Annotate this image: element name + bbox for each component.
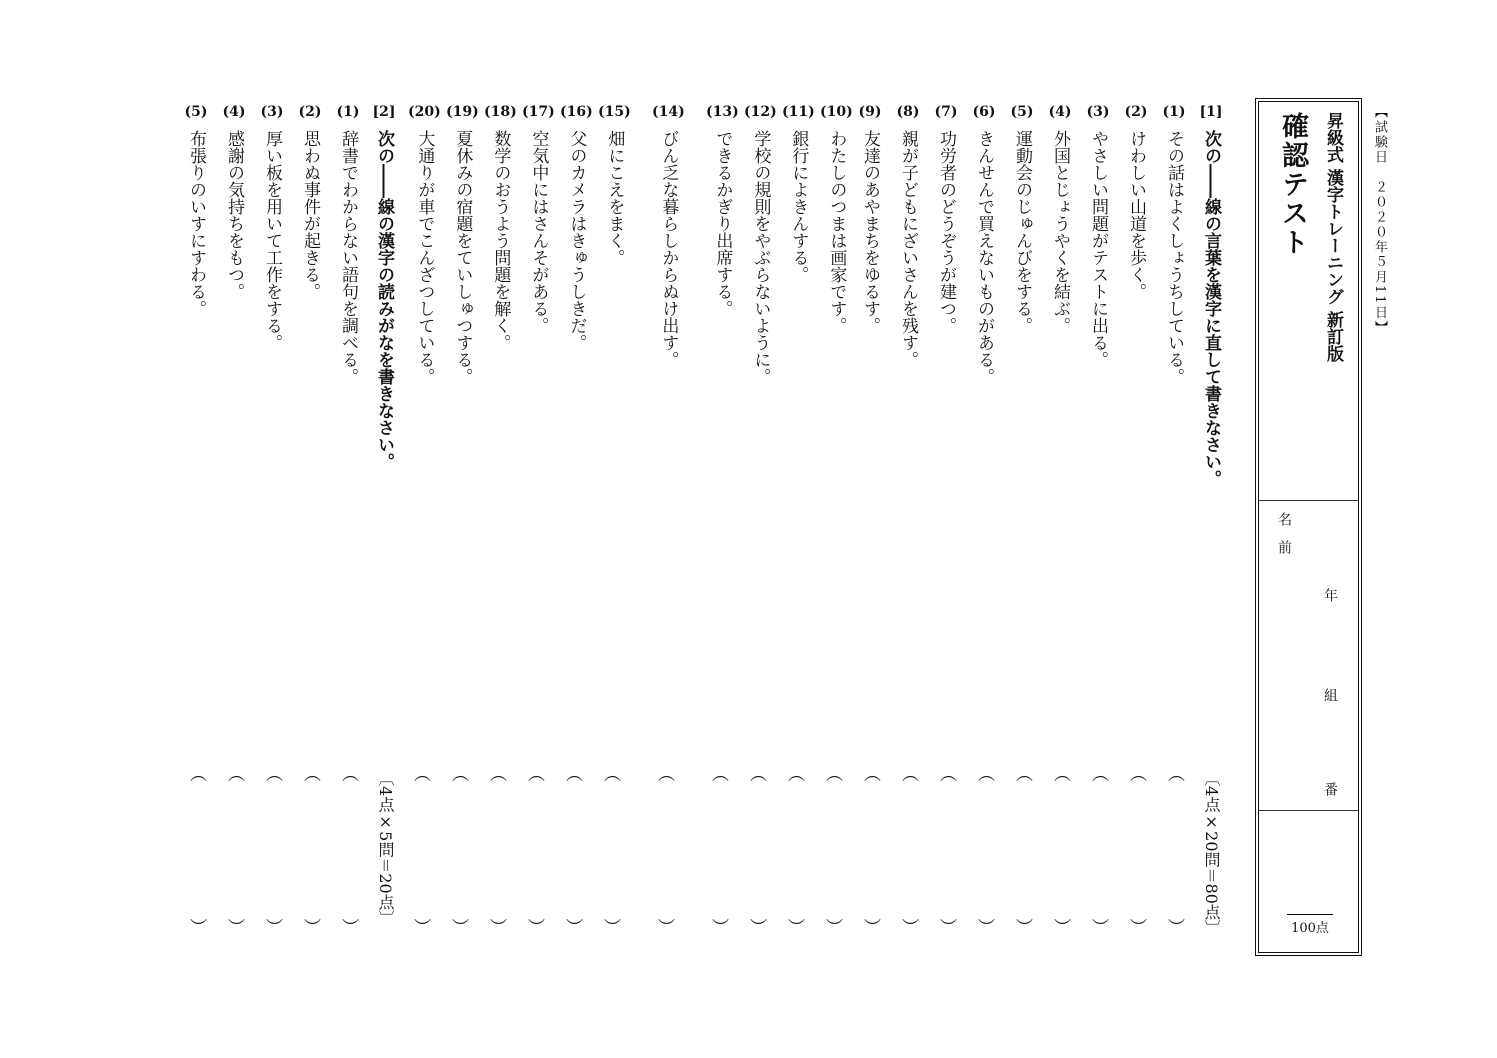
question-item [484,104,517,351]
question-item [598,104,631,266]
name-label: 名 [1276,512,1292,526]
question-item [706,104,739,317]
question-item [820,104,853,334]
question-number: (3) [1086,104,1110,120]
year-label: 年 [1322,588,1338,602]
answer-blank[interactable]: （ ） [860,765,880,935]
question-text: 運動会のじゅんびをする。 [1012,130,1032,334]
question-text: けわしい山道を歩く。 [1126,130,1146,300]
answer-blank[interactable]: （ ） [224,765,244,935]
answer-blank[interactable]: （ ） [1126,765,1146,935]
question-item [222,104,247,300]
question-text: びん乏な暮らしからぬけ出す。 [658,130,679,368]
question-item [1010,104,1035,334]
question-item [1162,104,1187,385]
question-text: 厚い板を用いて工作をする。 [262,130,282,351]
question-number: (7) [934,104,958,120]
question-item [744,104,777,385]
divider [1259,810,1358,811]
question-text: 銀行によきんする。 [788,130,809,283]
section1-points: 〔4点×20問＝80点〕 [1202,770,1221,936]
question-item [896,104,921,368]
question-text: 学校の規則をやぶらないように。 [750,130,771,385]
section-number: [2] [372,104,396,120]
page-title: 確認テスト [1277,112,1308,257]
question-number: (14) [652,104,685,120]
question-text: わたしのつまは画家です。 [826,130,847,334]
question-item [1124,104,1149,300]
answer-blank[interactable]: （ ） [600,765,620,935]
question-item [298,104,323,300]
answer-blank[interactable]: （ ） [338,765,358,935]
instruction-text: 次の――線の漢字の読みがなを書きなさい。 [374,130,394,470]
answer-blank[interactable]: （ ） [898,765,918,935]
question-text: 夏休みの宿題をていしゅつする。 [452,130,473,385]
question-number: (12) [744,104,777,120]
answer-blank[interactable]: （ ） [1012,765,1032,935]
question-number: (10) [820,104,853,120]
answer-blank[interactable]: （ ） [262,765,282,935]
answer-blank[interactable]: （ ） [486,765,506,935]
question-number: (17) [522,104,555,120]
question-item [560,104,593,351]
question-text: 畑にこえをまく。 [604,130,625,266]
question-number: (20) [408,104,441,120]
answer-blank[interactable]: （ ） [448,765,468,935]
question-number: (1) [336,104,360,120]
question-number: (15) [598,104,631,120]
question-text: 功労者のどうぞうが建つ。 [936,130,956,334]
question-text: 感謝の気持ちをもつ。 [224,130,244,300]
question-item [1086,104,1111,368]
question-number: (1) [1162,104,1186,120]
question-item [184,104,209,317]
number-label: 番 [1322,782,1338,796]
answer-blank[interactable]: （ ） [186,765,206,935]
question-item [1048,104,1073,334]
question-text: 親が子どもにざいさんを残す。 [898,130,918,368]
question-number: (9) [858,104,882,120]
exam-date-stamp: 【試験日 ２０２０年５月11日】 [1372,105,1387,336]
divider [1259,500,1358,501]
section1-instruction [1199,104,1224,487]
question-number: (11) [782,104,815,120]
question-number: (18) [484,104,517,120]
answer-blank[interactable]: （ ） [654,765,674,935]
instruction-text: 次の――線の言葉を漢字に直して書きなさい。 [1201,130,1221,487]
question-text: きんせんで買えないものがある。 [974,130,994,385]
question-item [446,104,479,385]
question-number: (2) [298,104,322,120]
question-number: (16) [560,104,593,120]
question-number: (2) [1124,104,1148,120]
question-text: 大通りが車でこんざつしている。 [414,130,435,385]
question-text: 空気中にはさんそがある。 [528,130,549,334]
section2-points: 〔4点×5問＝20点〕 [376,770,395,926]
answer-blank[interactable]: （ ） [974,765,994,935]
question-item [522,104,555,334]
question-text: 外国とじょうやくを結ぶ。 [1050,130,1070,334]
question-item [934,104,959,334]
answer-blank[interactable]: （ ） [822,765,842,935]
question-number: (19) [446,104,479,120]
class-label: 組 [1322,688,1338,702]
question-text: 父のカメラはきゅうしきだ。 [566,130,587,351]
title-box [1255,98,1362,956]
answer-blank[interactable]: （ ） [410,765,430,935]
answer-blank[interactable]: （ ） [1164,765,1184,935]
question-number: (5) [184,104,208,120]
answer-blank[interactable]: （ ） [708,765,728,935]
answer-blank[interactable]: （ ） [1050,765,1070,935]
question-number: (8) [896,104,920,120]
question-item [336,104,361,385]
answer-blank[interactable]: （ ） [746,765,766,935]
question-text: やさしい問題がテストに出る。 [1088,130,1108,368]
answer-blank[interactable]: （ ） [936,765,956,935]
question-number: (6) [972,104,996,120]
question-item [408,104,441,385]
book-subtitle: 昇級式 漢字トレーニング 新訂版 [1323,112,1343,362]
question-number: (4) [1048,104,1072,120]
question-text: 辞書でわからない語句を調べる。 [338,130,358,385]
question-text: 布張りのいすにすわる。 [186,130,206,317]
question-text: 数学のおうよう問題を解く。 [490,130,511,351]
question-number: (13) [706,104,739,120]
total-score: 100点 [1287,914,1333,936]
answer-blank[interactable]: （ ） [562,765,582,935]
question-text: その話はよくしょうちしている。 [1164,130,1184,385]
question-text: 思わぬ事件が起きる。 [300,130,320,300]
question-item [858,104,883,334]
question-item [782,104,815,283]
question-number: (5) [1010,104,1034,120]
question-text: できるかぎり出席する。 [712,130,733,317]
question-text: 友達のあやまちをゆるす。 [860,130,880,334]
question-item [972,104,997,385]
section2-instruction [372,104,397,470]
name-label: 前 [1276,540,1292,554]
question-item [652,104,685,368]
question-number: (4) [222,104,246,120]
answer-blank[interactable]: （ ） [1088,765,1108,935]
answer-blank[interactable]: （ ） [784,765,804,935]
section-number: [1] [1199,104,1223,120]
answer-blank[interactable]: （ ） [300,765,320,935]
question-number: (3) [260,104,284,120]
question-item [260,104,285,351]
answer-blank[interactable]: （ ） [524,765,544,935]
